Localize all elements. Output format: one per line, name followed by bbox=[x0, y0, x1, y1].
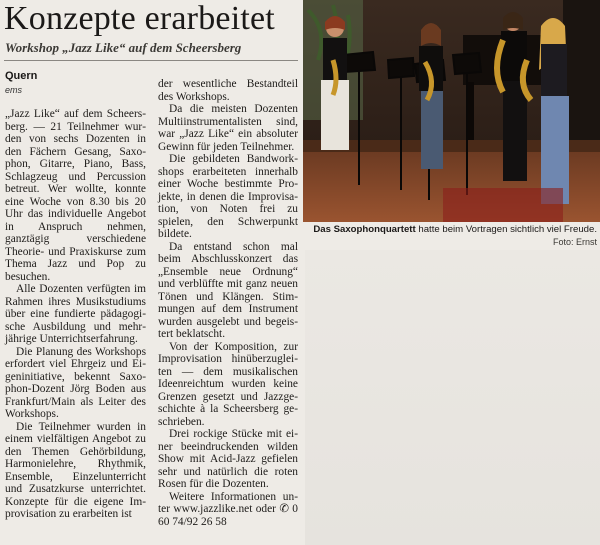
paragraph: der wesentliche Bestandteil des Workshops. bbox=[158, 78, 298, 103]
article-column-2 bbox=[158, 78, 298, 528]
quartet-photo bbox=[303, 0, 600, 222]
dateline: Quern bbox=[5, 70, 38, 82]
photo-caption bbox=[303, 224, 597, 236]
article-headline: Konzepte erarbeitet bbox=[4, 0, 275, 37]
paragraph: Da die meisten Dozenten Multiinstrumentalisten sind, war „Jazz Like“ ein absoluter Gewinn für jeden Teilnehmer. bbox=[158, 103, 298, 153]
blank-paper-area bbox=[305, 250, 600, 545]
paragraph: „Jazz Like“ auf dem Scheersberg. — 21 Teilnehmer wurden von sechs Dozenten in den Fächern Gesang, Saxophon, Gitarre, Piano, Bass, Schlagzeug und Percussion betreut. Wer wollte, konnte eine Woche von 8.30 bis 20 Uhr das individuelle Angebot in Anspruch nehmen, ganztägig verschiedene Theorie- und Praxiskurse zum Thema Jazz und Pop zu besuchen. bbox=[5, 108, 146, 283]
paragraph: Alle Dozenten verfügten im Rahmen ihres Musikstudiums über eine fundierte pädagogische Ausbildung und mehrjährige Unterrichtserfahrung. bbox=[5, 283, 146, 345]
paragraph: Weitere Informationen unter www.jazzlike.net oder ✆ 0 60 74/92 26 58 bbox=[158, 490, 298, 528]
paragraph: Die gebildeten Bandworkshops erarbeiteten innerhalb einer Woche bestimmte Projekte, in denen die Improvisation, von Noten frei zu spielen, den Schwerpunkt bildete. bbox=[158, 153, 298, 240]
caption-lead: Das Saxophonquartett bbox=[313, 224, 416, 235]
caption-text: hatte beim Vortragen sichtlich viel Freude. bbox=[415, 224, 597, 235]
paragraph: Die Planung des Workshops erfordert viel Ehrgeiz und Eigeninitiative, bekennt Saxophon-Dozent Jörg Boden aus Frankfurt/Main als Leiter des Workshops. bbox=[5, 345, 146, 420]
paragraph: Drei rockige Stücke mit einer beeindruckenden wilden Show mit Acid-Jazz gefielen sehr und natürlich die roten Rosen für die Dozenten. bbox=[158, 428, 298, 490]
author-initials: ems bbox=[5, 85, 23, 95]
paragraph: Die Teilnehmer wurden in einem vielfältigen Angebot zu den Themen Gehörbildung, Harmonielehre, Rhythmik, Ensemble, Einzelunterricht und Zusatzkurse unterrichtet. Konzepte für die eigene Improvisation zu erarbeiten ist bbox=[5, 420, 146, 520]
quartet-photo-illustration bbox=[303, 0, 600, 222]
article-subhead: Workshop „Jazz Like“ auf dem Scheersberg bbox=[5, 40, 242, 55]
photo-credit: Foto: Ernst bbox=[552, 237, 597, 247]
article-column-1 bbox=[5, 108, 146, 521]
paragraph: Von der Komposition, zur Improvisation hinüberzugleiten — dem musikalischen Ideenreichtum wurden keine Grenzen gesetzt und Jazzgeschichte à la Scheersberg geschrieben. bbox=[158, 340, 298, 428]
header-rule bbox=[4, 60, 298, 61]
paragraph: Da entstand schon mal beim Abschlusskonzert das „Ensemble neue Ordnung“ und verblüffte mit ganz neuen Tönen und Klängen. Stimmungen auf dem Instrument wurden ausgelebt und begeistert beklatscht. bbox=[158, 240, 298, 340]
